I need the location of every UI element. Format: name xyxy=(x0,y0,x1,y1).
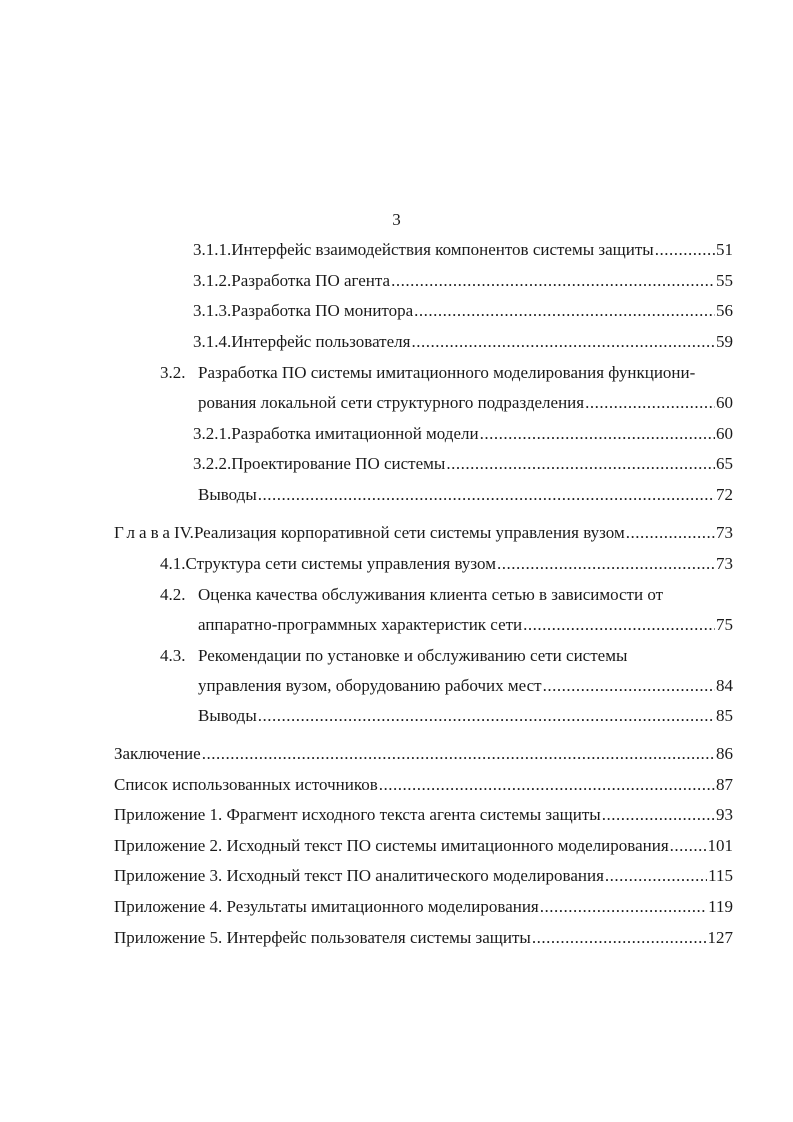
toc-page: 86 xyxy=(716,744,733,763)
toc-entry xyxy=(160,363,733,385)
toc-entry xyxy=(160,585,733,607)
toc-title: Приложение 5. Интерфейс пользователя системы защиты xyxy=(114,928,531,947)
toc-title: Проектирование ПО системы xyxy=(231,454,446,473)
toc-title: Разработка ПО монитора xyxy=(231,301,414,320)
toc-number: 3.2. xyxy=(160,363,186,382)
dot-leader xyxy=(414,301,715,321)
dot-leader xyxy=(258,706,715,726)
dot-leader xyxy=(480,424,715,444)
dot-leader xyxy=(585,393,715,413)
toc-entry xyxy=(193,271,733,293)
dot-leader xyxy=(543,676,715,696)
dot-leader xyxy=(655,240,715,260)
toc-title: Рекомендации по установке и обслуживанию сети системы xyxy=(198,646,628,665)
toc-entry xyxy=(198,706,733,728)
toc-title: Заключение xyxy=(114,744,201,763)
toc-title: Выводы xyxy=(198,706,257,725)
toc-entry xyxy=(114,836,733,858)
toc-entry xyxy=(160,646,733,668)
toc-entry-continuation xyxy=(198,615,733,637)
toc-title: Оценка качества обслуживания клиента сетью в зависимости от xyxy=(198,585,664,604)
toc-entry-continuation xyxy=(198,676,733,698)
toc-title: Приложение 1. Фрагмент исходного текста агента системы защиты xyxy=(114,805,601,824)
toc-title: рования локальной сети структурного подразделения xyxy=(198,393,585,412)
toc-page: 115 xyxy=(708,866,733,885)
dot-leader xyxy=(540,897,707,917)
toc-entry xyxy=(160,554,733,576)
toc-page: 59 xyxy=(716,332,733,351)
dot-leader xyxy=(391,271,715,291)
toc-title: Интерфейс пользователя xyxy=(231,332,411,351)
dot-leader xyxy=(202,744,715,764)
toc-title: Структура сети системы управления вузом xyxy=(185,554,496,573)
toc-entry xyxy=(193,332,733,354)
toc-page: 85 xyxy=(716,706,733,725)
toc-entry xyxy=(193,424,733,446)
toc-page: 127 xyxy=(707,928,733,947)
toc-number: 4.2. xyxy=(160,585,186,604)
toc-number: 3.2.1. xyxy=(193,424,232,443)
toc-number: 3.1.2. xyxy=(193,271,232,290)
toc-page: 75 xyxy=(716,615,733,634)
toc-entry xyxy=(198,485,733,507)
toc-entry xyxy=(114,897,733,919)
dot-leader xyxy=(497,554,715,574)
toc-title: Интерфейс взаимодействия компонентов системы защиты xyxy=(231,240,654,259)
toc-number: 3.1.4. xyxy=(193,332,232,351)
toc-number: IV. xyxy=(173,523,194,542)
toc-title: Разработка ПО агента xyxy=(231,271,391,290)
toc-number: 3.2.2. xyxy=(193,454,232,473)
toc-title: Приложение 4. Результаты имитационного моделирования xyxy=(114,897,539,916)
toc-page: 84 xyxy=(716,676,733,695)
dot-leader xyxy=(446,454,715,474)
toc-entry xyxy=(114,805,733,827)
toc-title: Приложение 2. Исходный текст ПО системы имитационного моделирования xyxy=(114,836,669,855)
dot-leader xyxy=(602,805,715,825)
toc-number: 3.1.3. xyxy=(193,301,232,320)
dot-leader xyxy=(532,928,707,948)
toc-title: аппаратно-программных характеристик сети xyxy=(198,615,523,634)
toc-entry xyxy=(114,744,733,766)
dot-leader xyxy=(605,866,707,886)
toc-title: Список использованных источников xyxy=(114,775,378,794)
toc-entry xyxy=(193,301,733,323)
toc-page: 60 xyxy=(716,393,733,412)
toc-title: Реализация корпоративной сети системы управления вузом xyxy=(193,523,625,542)
toc-entry xyxy=(114,775,733,797)
toc-title: Разработка имитационной модели xyxy=(231,424,479,443)
dot-leader xyxy=(379,775,715,795)
toc-page: 73 xyxy=(716,523,733,542)
toc-page: 87 xyxy=(716,775,733,794)
toc-title: Разработка ПО системы имитационного моделирования функциони- xyxy=(198,363,696,382)
toc-title: Выводы xyxy=(198,485,257,504)
toc-page: 55 xyxy=(716,271,733,290)
toc-number: 4.3. xyxy=(160,646,186,665)
dot-leader xyxy=(258,485,715,505)
toc-page: 56 xyxy=(716,301,733,320)
toc-number: 3.1.1. xyxy=(193,240,232,259)
toc-entry xyxy=(114,928,733,950)
dot-leader xyxy=(523,615,715,635)
toc-page: 65 xyxy=(716,454,733,473)
chapter-prefix: Глава xyxy=(114,523,174,542)
dot-leader xyxy=(626,523,715,543)
toc-page: 93 xyxy=(716,805,733,824)
toc-page: 101 xyxy=(707,836,733,855)
toc-page: 60 xyxy=(716,424,733,443)
toc-chapter-entry xyxy=(114,523,733,545)
dot-leader xyxy=(411,332,715,352)
toc-page: 72 xyxy=(716,485,733,504)
toc-title: управления вузом, оборудованию рабочих мест xyxy=(198,676,542,695)
toc-number: 4.1. xyxy=(160,554,186,573)
toc-page: 73 xyxy=(716,554,733,573)
dot-leader xyxy=(670,836,707,856)
toc-entry xyxy=(114,866,733,888)
toc-entry xyxy=(193,454,733,476)
toc-page: 51 xyxy=(716,240,733,259)
toc-title: Приложение 3. Исходный текст ПО аналитического моделирования xyxy=(114,866,604,885)
toc-entry xyxy=(193,240,733,262)
toc-entry-continuation xyxy=(198,393,733,415)
page-number: 3 xyxy=(392,210,401,229)
toc-page: 119 xyxy=(708,897,733,916)
